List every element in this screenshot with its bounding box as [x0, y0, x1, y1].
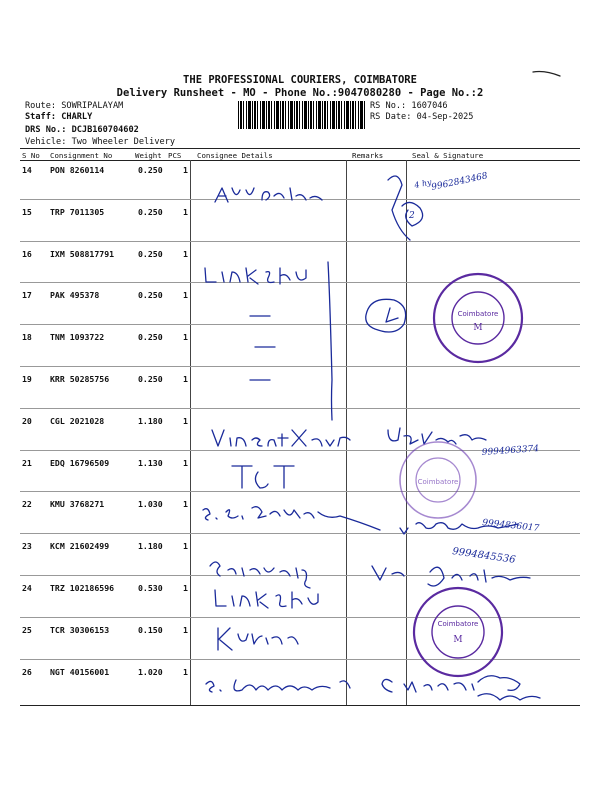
row-weight: 0.530 [138, 583, 163, 593]
row-consignment: TCR 30306153 [50, 624, 110, 635]
row-pcs: 1 [183, 332, 188, 343]
row-weight: 1.180 [138, 415, 163, 426]
consignee-scribble [206, 680, 350, 692]
staff-label: Staff: CHARLY [25, 112, 93, 122]
pen-mark [533, 72, 560, 77]
row-pcs: 1 [183, 374, 188, 384]
col-remarks: Remarks [352, 151, 384, 160]
signature-mark [372, 566, 404, 580]
row-consignment: CGL 2021028 [50, 415, 105, 426]
rs-number: RS No.: 1607046 [370, 101, 448, 111]
col-consignee: Consignee Details [197, 151, 273, 160]
svg-text:4 hy: 4 hy [413, 177, 433, 190]
row-consignment: PAK 495378 [50, 290, 100, 301]
vehicle-label: Vehicle: Two Wheeler Delivery [25, 137, 176, 147]
rs-date: RS Date: 04-Sep-2025 [370, 112, 474, 122]
row-weight: 1.020 [138, 666, 163, 677]
row-sno: 20 [22, 415, 32, 426]
col-consignment: Consignment No [50, 151, 113, 160]
row-pcs: 1 [183, 583, 188, 593]
row-pcs: 1 [183, 666, 188, 677]
row-weight: 1.130 [138, 457, 163, 468]
row-weight: 1.030 [138, 499, 163, 510]
col-pcs: PCS [168, 151, 182, 160]
row-weight: 0.250 [138, 290, 163, 301]
row-weight: 0.250 [138, 165, 163, 175]
col-seal: Seal & Signature [412, 151, 484, 160]
row-sno: 15 [22, 206, 32, 217]
row-consignment: TRZ 102186596 [50, 583, 115, 593]
row-weight: 1.180 [138, 541, 163, 552]
consignee-scribble [210, 562, 310, 588]
row-pcs: 1 [183, 206, 188, 217]
drs-label: DRS No.: DCJB160704602 [25, 125, 139, 135]
row-sno: 25 [22, 624, 32, 635]
svg-text:9962843468: 9962843468 [430, 171, 489, 193]
row-weight: 0.250 [138, 206, 163, 217]
row-pcs: 1 [183, 165, 188, 175]
consignee-scribble [203, 507, 380, 530]
row-consignment: KMU 3768271 [50, 499, 105, 510]
row-sno: 26 [22, 666, 32, 677]
row-pcs: 1 [183, 541, 188, 552]
signature-mark [328, 262, 332, 420]
col-sno: S No [22, 151, 40, 160]
row-sno: 18 [22, 332, 32, 343]
consignee-scribble [215, 590, 318, 608]
consignee-scribble [232, 466, 294, 488]
route-label: Route: SOWRIPALAYAM [25, 101, 124, 111]
svg-text:Coimbatore: Coimbatore [457, 310, 499, 318]
consignee-scribble [205, 268, 306, 284]
row-pcs: 1 [183, 499, 188, 510]
row-sno: 23 [22, 541, 32, 552]
company-seal-stamp [414, 588, 502, 676]
row-sno: 22 [22, 499, 32, 510]
svg-text:9994963374: 9994963374 [481, 444, 540, 458]
runsheet-subtitle: Delivery Runsheet - MO - Phone No.:9047080280 - Page No.:2 [116, 87, 484, 99]
row-consignment: NGT 40156001 [50, 666, 110, 677]
row-pcs: 1 [183, 457, 188, 468]
row-sno: 24 [22, 583, 32, 593]
signature-mark [382, 676, 540, 700]
svg-text:9994836017: 9994836017 [481, 518, 540, 534]
row-pcs: 1 [183, 248, 188, 259]
consignee-scribble [215, 188, 322, 202]
row-sno: 19 [22, 374, 32, 384]
row-sno: 14 [22, 165, 32, 175]
row-consignment: TRP 7011305 [50, 206, 105, 217]
company-seal-stamp [400, 442, 476, 518]
row-weight: 0.150 [138, 624, 163, 635]
row-consignment: KRR 50285756 [50, 374, 110, 384]
company-title: THE PROFESSIONAL COURIERS, COIMBATORE [183, 74, 417, 86]
svg-text:2: 2 [409, 211, 415, 221]
col-weight: Weight [135, 151, 162, 160]
row-pcs: 1 [183, 415, 188, 426]
row-pcs: 1 [183, 290, 188, 301]
row-consignment: TNM 1093722 [50, 332, 105, 343]
row-weight: 0.250 [138, 332, 163, 343]
signature-mark [366, 299, 406, 332]
company-seal-stamp [434, 274, 522, 362]
row-sno: 17 [22, 290, 32, 301]
signature-mark [428, 567, 530, 586]
svg-text:9994845536: 9994845536 [451, 546, 517, 566]
consignee-scribble [212, 430, 350, 446]
row-pcs: 1 [183, 624, 188, 635]
row-sno: 16 [22, 248, 32, 259]
svg-text:M: M [473, 323, 483, 333]
svg-text:Coimbatore: Coimbatore [437, 620, 479, 628]
row-sno: 21 [22, 457, 32, 468]
row-consignment: EDQ 16796509 [50, 457, 110, 468]
row-weight: 0.250 [138, 248, 163, 259]
row-consignment: IXM 508817791 [50, 248, 115, 259]
signature-mark [250, 316, 275, 380]
row-weight: 0.250 [138, 374, 163, 384]
svg-text:M: M [453, 635, 463, 645]
row-consignment: PON 8260114 [50, 165, 105, 175]
row-consignment: KCM 21602499 [50, 541, 110, 552]
consignee-scribble [218, 628, 298, 650]
svg-text:Coimbatore: Coimbatore [417, 478, 459, 486]
